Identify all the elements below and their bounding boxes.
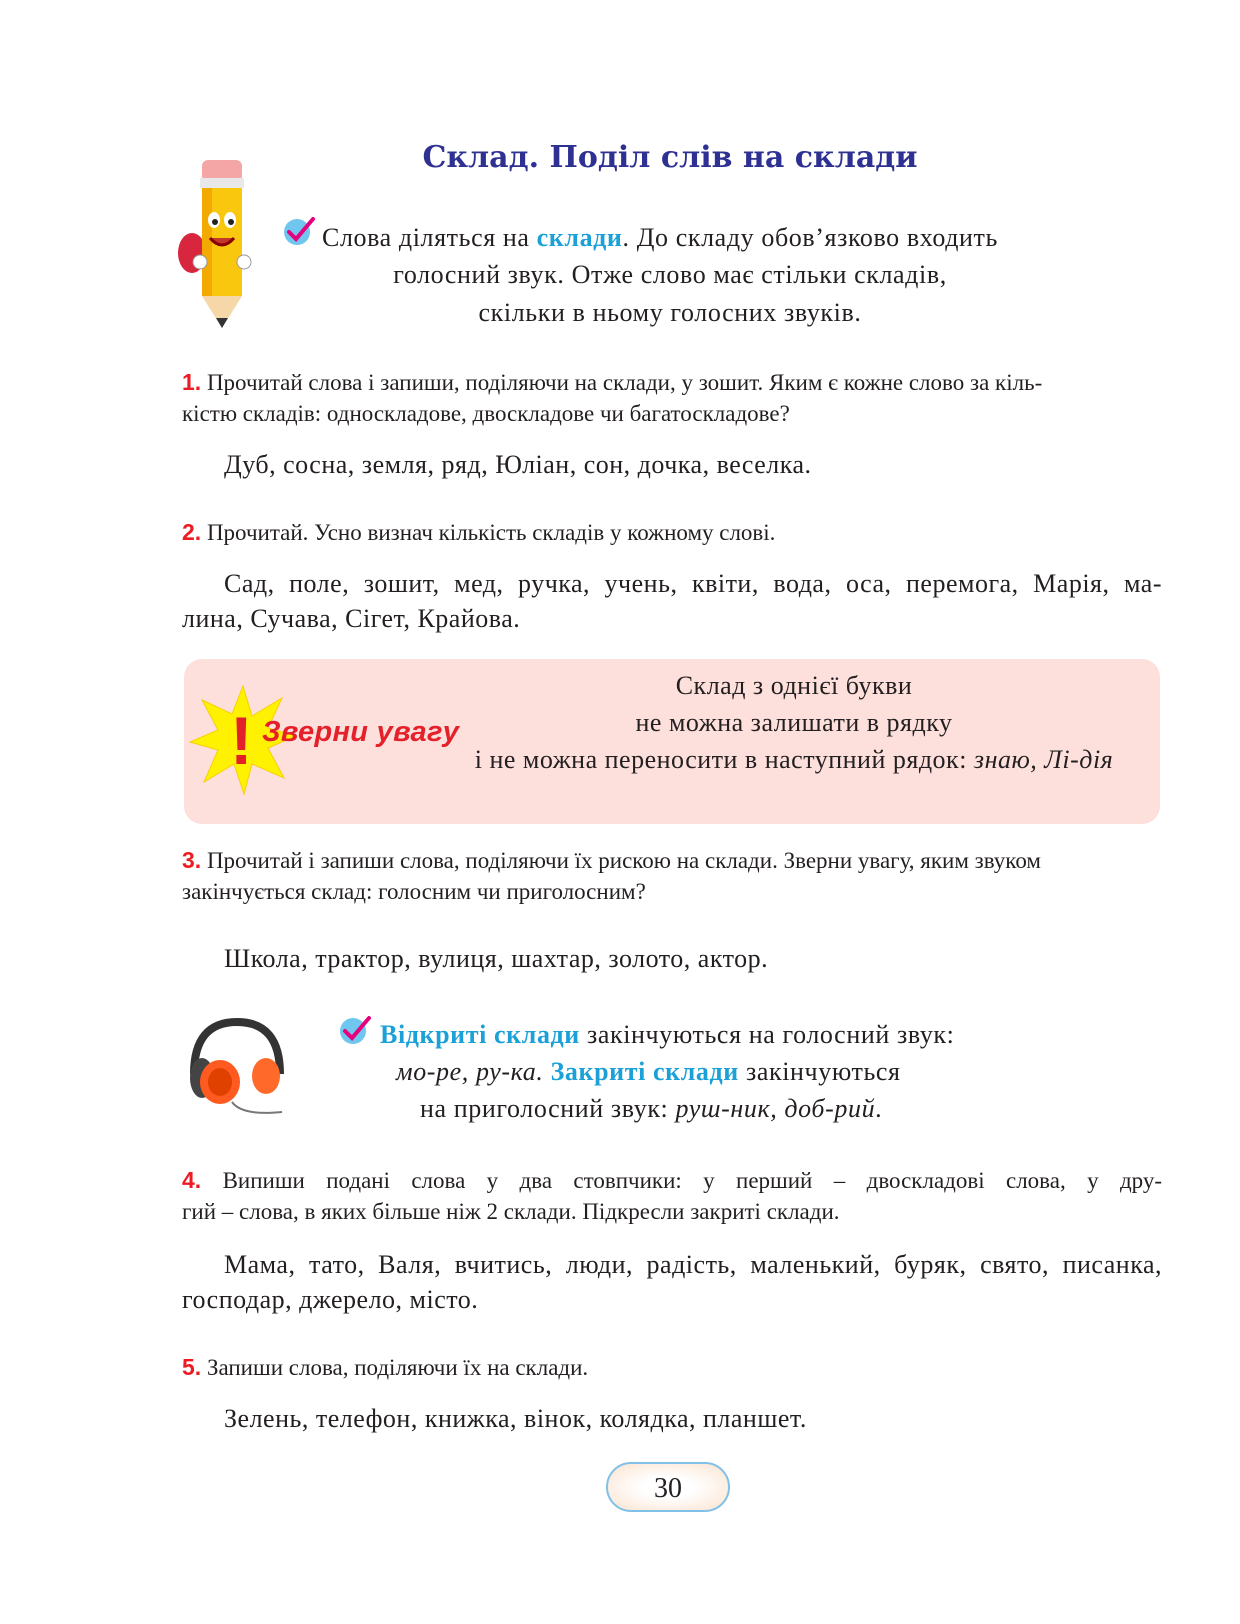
pencil-mascot-icon bbox=[178, 158, 258, 332]
task-2-instruction: 2. Прочитай. Усно визнач кількість складів у кожному слові. bbox=[182, 519, 776, 545]
task-4-words-cont: господар, джерело, місто. bbox=[182, 1285, 479, 1314]
rule1-line3: скільки в ньому голосних звуків. bbox=[478, 298, 862, 327]
rule1-line2: голосний звук. Отже слово має стільки складів, bbox=[393, 260, 947, 289]
task-1-instruction: 1. Прочитай слова і запиши, поділяючи на склади, у зошит. Яким є кожне слово за кіль- bbox=[182, 369, 1043, 395]
task-4-words: Мама, тато, Валя, вчитись, люди, радість, маленький, буряк, свято, писанка, bbox=[224, 1250, 1162, 1279]
task-3-instruction: 3. Прочитай і запиши слова, поділяючи їх рискою на склади. Зверни увагу, яким звуком bbox=[182, 847, 1041, 873]
attention-label: Зверни увагу bbox=[262, 716, 460, 748]
keyword-syllables: склади bbox=[536, 223, 623, 252]
page-number: 30 bbox=[606, 1462, 730, 1512]
task-2-words: Сад, поле, зошит, мед, ручка, учень, квіти, вода, оса, перемога, Марія, ма- bbox=[224, 569, 1162, 598]
keyword-open-syllables: Відкриті склади bbox=[380, 1020, 580, 1049]
task-1-instruction-cont: кістю складів: односкладове, двоскладове чи багатоскладове? bbox=[182, 401, 790, 426]
checkmark-icon bbox=[338, 1014, 372, 1048]
rule2-line3: на приголосний звук: руш-ник, доб-рий. bbox=[420, 1094, 883, 1123]
task-5-words: Зелень, телефон, книжка, вінок, колядка, планшет. bbox=[224, 1404, 807, 1433]
rule1-line1: Слова діляться на склади. До складу обов’язково входить bbox=[322, 223, 998, 252]
task-4-instruction: 4. Випиши подані слова у два стовпчики: у перший – двоскладові слова, у дру- bbox=[182, 1167, 1162, 1193]
attention-text: Склад з однієї букви не можна залишати в рядку і не можна переносити в наступний рядок: знаю, Лі-дія bbox=[474, 671, 1114, 774]
task-4-instruction-cont: гий – слова, в яких більше ніж 2 склади. Підкресли закриті склади. bbox=[182, 1199, 840, 1224]
task-3-instruction-cont: закінчується склад: голосним чи приголосним? bbox=[182, 879, 646, 904]
rule2-line2: мо-ре, ру-ка. Закриті склади закінчуються bbox=[396, 1057, 901, 1086]
checkmark-icon bbox=[282, 215, 316, 249]
task-1-words: Дуб, сосна, земля, ряд, Юліан, сон, дочка, веселка. bbox=[224, 450, 812, 479]
keyword-closed-syllables: Закриті склади bbox=[550, 1057, 739, 1086]
headphones-icon bbox=[182, 1016, 292, 1116]
svg-text:!: ! bbox=[230, 703, 253, 779]
task-5-instruction: 5. Запиши слова, поділяючи їх на склади. bbox=[182, 1354, 589, 1380]
task-2-words-cont: лина, Сучава, Сігет, Крайова. bbox=[182, 604, 521, 633]
rule2-line1: Відкриті склади закінчуються на голосний звук: bbox=[380, 1020, 955, 1049]
page-title: Склад. Поділ слів на склади bbox=[422, 140, 918, 175]
task-3-words: Школа, трактор, вулиця, шахтар, золото, актор. bbox=[224, 944, 769, 973]
